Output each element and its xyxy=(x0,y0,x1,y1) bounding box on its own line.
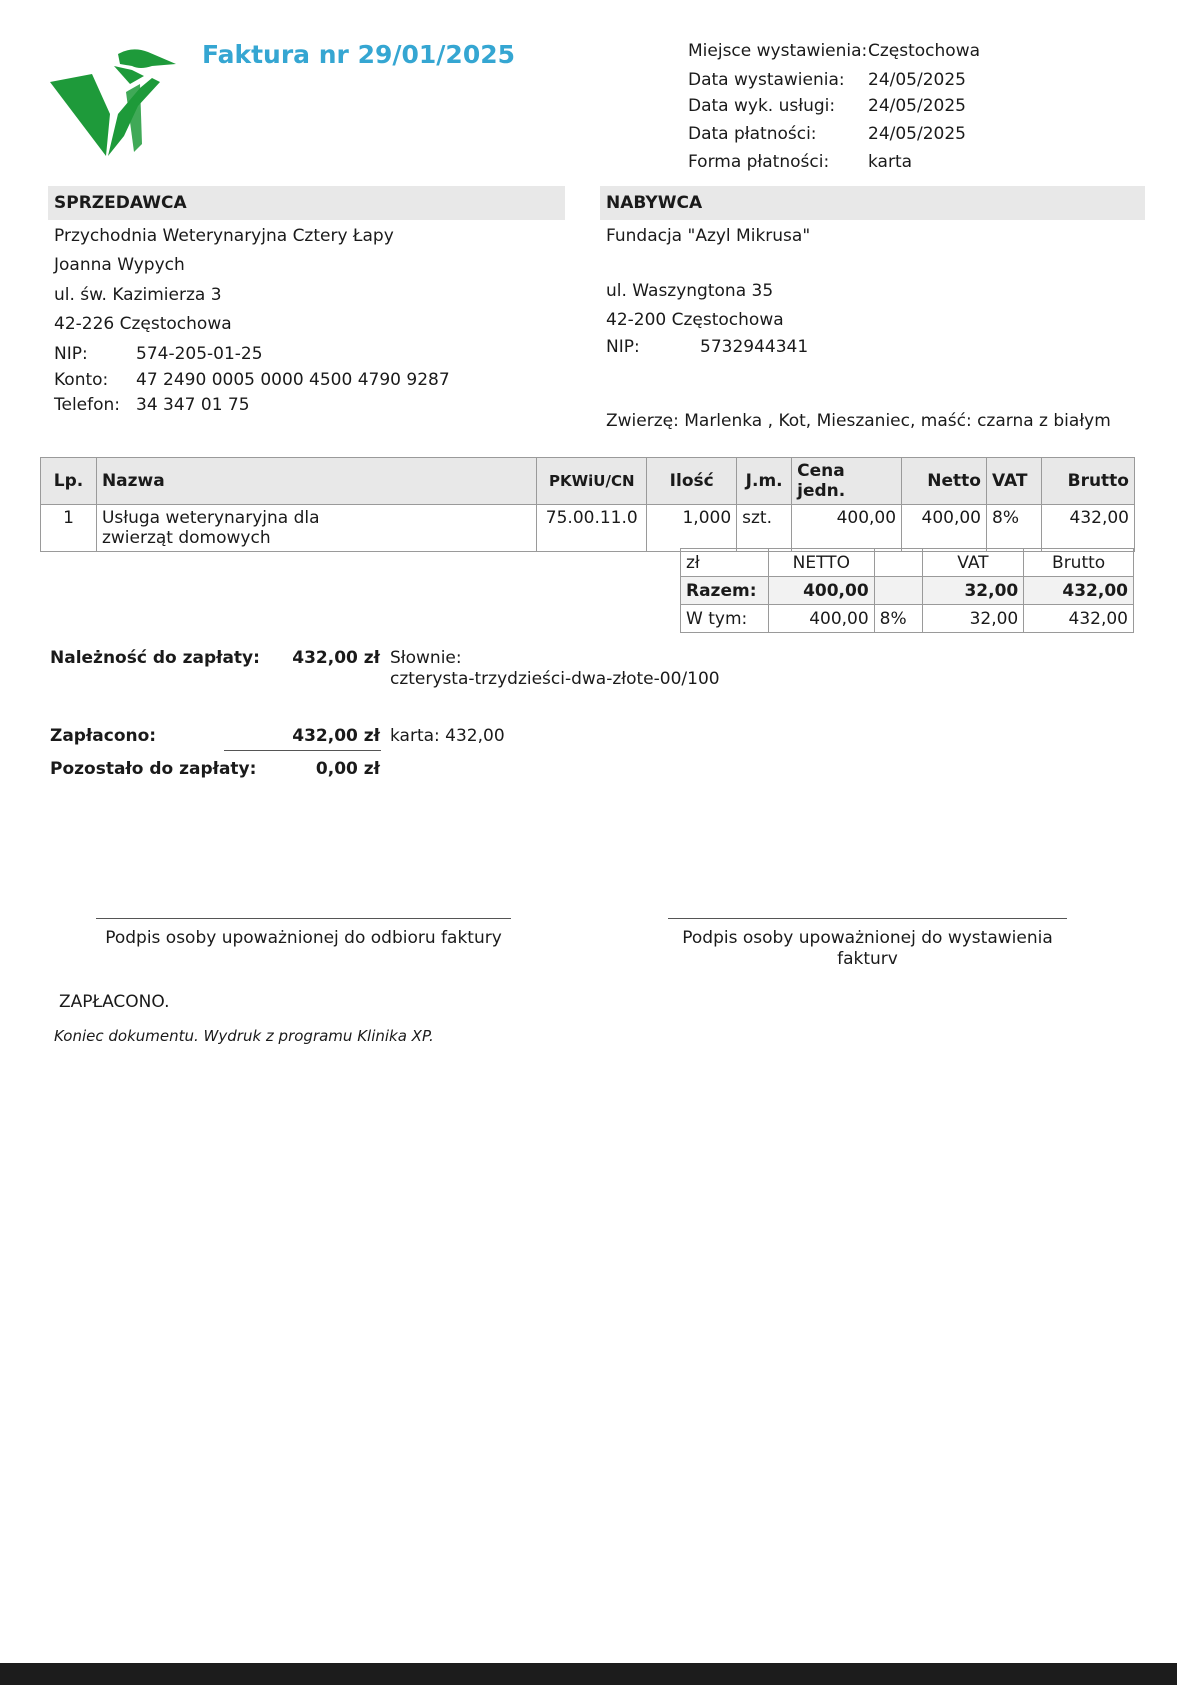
seller-street: ul. św. Kazimierza 3 xyxy=(54,285,222,305)
paid-method: karta: 432,00 xyxy=(390,726,505,746)
seller-city: 42-226 Częstochowa xyxy=(54,314,232,334)
summary-currency: zł xyxy=(681,549,769,577)
clinic-logo xyxy=(48,44,178,162)
summary-breakdown-netto: 400,00 xyxy=(768,605,874,633)
items-table xyxy=(40,457,1135,552)
signature-label-line: Podpis osoby upoważnionej do wystawienia xyxy=(682,928,1053,948)
buyer-nip: 5732944341 xyxy=(700,337,809,357)
seller-account: 47 2490 0005 0000 4500 4790 9287 xyxy=(136,370,450,390)
summary-total-label: Razem: xyxy=(681,577,769,605)
meta-value: Częstochowa xyxy=(868,41,981,61)
summary-total-brutto: 432,00 xyxy=(1024,577,1134,605)
summary-breakdown-brutto: 432,00 xyxy=(1024,605,1134,633)
col-header: Lp. xyxy=(41,458,97,505)
meta-value: 24/05/2025 xyxy=(868,96,966,116)
seller-name: Przychodnia Weterynaryjna Cztery Łapy xyxy=(54,226,394,246)
remaining-value: 0,00 zł xyxy=(315,759,380,779)
meta-label: Forma płatności: xyxy=(688,152,830,172)
col-header: Netto xyxy=(902,458,987,505)
seller-heading: SPRZEDAWCA xyxy=(48,186,565,220)
due-value: 432,00 zł xyxy=(292,648,380,668)
table-row xyxy=(41,505,1135,552)
meta-value: karta xyxy=(868,152,913,172)
signature-label-line: fakturv xyxy=(837,949,898,969)
col-header: Nazwa xyxy=(96,458,536,505)
summary-vat-header: VAT xyxy=(922,549,1024,577)
subtotal-rule xyxy=(224,750,381,751)
cell-unit: szt. xyxy=(737,505,792,552)
buyer-name: Fundacja "Azyl Mikrusa" xyxy=(606,226,811,246)
summary-breakdown-vat: 32,00 xyxy=(922,605,1024,633)
seller-nip-label: NIP: xyxy=(54,344,88,364)
meta-label: Data wyk. usługi: xyxy=(688,96,836,116)
items-header-row xyxy=(41,458,1135,505)
cell-name xyxy=(96,505,536,552)
meta-value: 24/05/2025 xyxy=(868,124,966,144)
invoice-title: Faktura nr 29/01/2025 xyxy=(202,40,516,69)
cell-netto: 400,00 xyxy=(902,505,987,552)
buyer-street: ul. Waszyngtona 35 xyxy=(606,281,774,301)
cell-lp: 1 xyxy=(41,505,97,552)
summary-header-row xyxy=(681,549,1134,577)
summary-breakdown-row xyxy=(681,605,1134,633)
seller-account-label: Konto: xyxy=(54,370,109,390)
col-header: Cena jedn. xyxy=(792,458,902,505)
summary-brutto-header: Brutto xyxy=(1024,549,1134,577)
cell-name-line: Usługa weterynaryjna dla xyxy=(101,508,320,528)
col-header: Ilość xyxy=(647,458,737,505)
buyer-nip-label: NIP: xyxy=(606,337,640,357)
col-header: VAT xyxy=(987,458,1042,505)
cell-vat: 8% xyxy=(987,505,1042,552)
meta-label: Data płatności: xyxy=(688,124,817,144)
meta-value: 24/05/2025 xyxy=(868,70,966,90)
meta-label: Data wystawienia: xyxy=(688,70,845,90)
col-header: J.m. xyxy=(737,458,792,505)
signature-line-issuer xyxy=(668,918,1067,919)
col-header: Brutto xyxy=(1041,458,1134,505)
summary-breakdown-label: W tym: xyxy=(681,605,769,633)
summary-netto-header: NETTO xyxy=(768,549,874,577)
cell-name-line: zwierząt domowych xyxy=(101,528,271,548)
summary-table xyxy=(680,548,1134,633)
seller-person: Joanna Wypych xyxy=(54,255,185,275)
paid-label: Zapłacono: xyxy=(50,726,157,746)
document-end-note: Koniec dokumentu. Wydruk z programu Klinika XP. xyxy=(54,1027,434,1045)
animal-info: Zwierzę: Marlenka , Kot, Mieszaniec, maść: czarna z białym xyxy=(606,411,1111,431)
col-header: PKWiU/CN xyxy=(537,458,647,505)
signature-label-issuer xyxy=(668,928,1067,970)
cell-price: 400,00 xyxy=(792,505,902,552)
seller-phone-label: Telefon: xyxy=(54,395,121,415)
meta-label: Miejsce wystawienia: xyxy=(688,41,868,61)
paid-status: ZAPŁACONO. xyxy=(59,992,170,1012)
paid-value: 432,00 zł xyxy=(292,726,380,746)
summary-empty xyxy=(874,549,922,577)
signature-label-receiver: Podpis osoby upoważnionej do odbioru faktury xyxy=(105,928,502,948)
bottom-bar xyxy=(0,1663,1177,1685)
buyer-city: 42-200 Częstochowa xyxy=(606,310,784,330)
seller-phone: 34 347 01 75 xyxy=(136,395,250,415)
summary-total-row xyxy=(681,577,1134,605)
cell-pkwiu: 75.00.11.0 xyxy=(537,505,647,552)
summary-total-netto: 400,00 xyxy=(768,577,874,605)
due-label: Należność do zapłaty: xyxy=(50,648,260,668)
seller-nip: 574-205-01-25 xyxy=(136,344,263,364)
cell-qty: 1,000 xyxy=(647,505,737,552)
signature-line-receiver xyxy=(96,918,511,919)
cell-brutto: 432,00 xyxy=(1041,505,1134,552)
buyer-heading: NABYWCA xyxy=(600,186,1145,220)
summary-breakdown-rate: 8% xyxy=(874,605,922,633)
words-label: Słownie: xyxy=(390,648,462,668)
remaining-label: Pozostało do zapłaty: xyxy=(50,759,257,779)
summary-empty xyxy=(874,577,922,605)
amount-in-words: czterysta-trzydzieści-dwa-złote-00/100 xyxy=(390,669,720,689)
summary-total-vat: 32,00 xyxy=(922,577,1024,605)
